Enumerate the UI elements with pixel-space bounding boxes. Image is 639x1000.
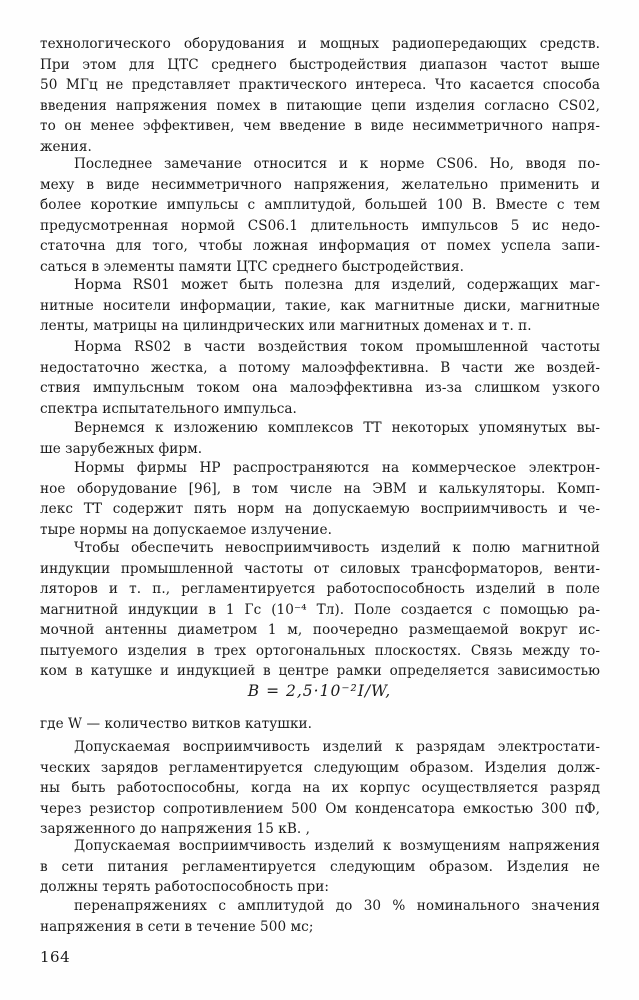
text-line: нитные носители информации, такие, как магнитные диски, магнитные bbox=[40, 297, 600, 314]
text-line: должны терять работоспособность при: bbox=[40, 879, 330, 895]
text-line: магнитной индукции в 1 Гс (10⁻⁴ Тл). Поле создается с помощью ра- bbox=[40, 601, 600, 618]
text-line: Чтобы обеспечить невосприимчивость изделий к полю магнитной bbox=[74, 540, 600, 556]
formula-note: где W — количество витков катушки. bbox=[40, 716, 312, 732]
text-line: Норма RS01 может быть полезна для изделий, содержащих маг- bbox=[74, 277, 600, 293]
text-line: недостаточно жестка, а потому малоэффективна. В части же воздей- bbox=[40, 359, 600, 376]
paragraph-1 bbox=[40, 34, 600, 157]
formula-note-block bbox=[40, 714, 600, 735]
text-line: тыре нормы на допускаемое излучение. bbox=[40, 521, 332, 538]
text-line: напряжения в сети в течение 500 мс; bbox=[40, 918, 314, 935]
text-line: перенапряжениях с амплитудой до 30 % номинального значения bbox=[74, 898, 600, 914]
text-line: жения. bbox=[40, 138, 92, 155]
text-line: спектра испытательного импульса. bbox=[40, 400, 297, 417]
text-line: пытуемого изделия в трех ортогональных плоскостях. Связь между то- bbox=[40, 642, 600, 659]
paragraph-7 bbox=[40, 538, 600, 682]
text-line: предусмотренная нормой CS06.1 длительность импульсов 5 ис недо- bbox=[40, 217, 600, 234]
text-line: меху в виде несимметричного напряжения, желательно применить и bbox=[40, 176, 600, 193]
paragraph-2 bbox=[40, 154, 600, 277]
text-line: ное оборудование [96], в том числе на ЭВМ и калькуляторы. Комп- bbox=[40, 480, 600, 497]
text-line: ческих зарядов регламентируется следующим образом. Изделия долж- bbox=[40, 759, 600, 776]
page-number: 164 bbox=[40, 948, 71, 966]
text-line: 50 МГц не представляет практического интереса. Что касается способа bbox=[40, 77, 600, 93]
paragraph-4 bbox=[40, 337, 600, 419]
paragraph-6 bbox=[40, 458, 600, 540]
text-line: то он менее эффективен, чем введение в виде несимметричного напря- bbox=[40, 118, 600, 134]
text-line: более короткие импульсы с амплитудой, большей 100 В. Вместе с тем bbox=[40, 197, 600, 213]
text-line: саться в элементы памяти ЦТС среднего быстродействия. bbox=[40, 258, 464, 275]
text-line: лекс ТТ содержит пять норм на допускаемую восприимчивость и че- bbox=[40, 501, 600, 517]
text-line: в сети питания регламентируется следующим образом. Изделия не bbox=[40, 858, 600, 875]
paragraph-3 bbox=[40, 275, 600, 337]
text-line: ленты, матрицы на цилиндрических или магнитных доменах и т. п. bbox=[40, 318, 532, 334]
formula: B = 2,5·10⁻²I/W, bbox=[247, 682, 392, 700]
text-line: Нормы фирмы НР распространяются на коммерческое электрон- bbox=[74, 460, 600, 476]
text-line: индукции промышленной частоты от силовых трансформаторов, венти- bbox=[40, 560, 600, 577]
text-line: Последнее замечание относится и к норме CS06. Но, вводя по- bbox=[74, 156, 600, 172]
text-line: Допускаемая восприимчивость изделий к разрядам электростати- bbox=[74, 739, 600, 755]
text-line: введения напряжения помех в питающие цепи изделия согласно CS02, bbox=[40, 97, 600, 114]
paragraph-10 bbox=[40, 896, 600, 937]
text-line: ком в катушке и индукцией в центре рамки определяется зависимостью bbox=[40, 663, 600, 679]
text-line: технологического оборудования и мощных радиопередающих средств. bbox=[40, 36, 600, 52]
text-line: Допускаемая восприимчивость изделий к возмущениям напряжения bbox=[74, 838, 600, 854]
paragraph-8 bbox=[40, 737, 600, 840]
text-line: Вернемся к изложению комплексов ТТ некоторых упомянутых вы- bbox=[74, 420, 600, 436]
text-line: При этом для ЦТС среднего быстродействия диапазон частот выше bbox=[40, 56, 600, 73]
text-line: ствия импульсным током она малоэффективна из-за слишком узкого bbox=[40, 380, 600, 396]
text-line: статочна для того, чтобы ложная информация от помех успела запи- bbox=[40, 238, 600, 254]
text-line: мочной антенны диаметром 1 м, поочередно размещаемой вокруг ис- bbox=[40, 622, 600, 638]
text-line: через резистор сопротивлением 500 Ом конденсатора емкостью 300 пФ, bbox=[40, 800, 600, 817]
paragraph-9 bbox=[40, 836, 600, 898]
text-line: Норма RS02 в части воздействия током промышленной частоты bbox=[74, 339, 600, 355]
text-line: заряженного до напряжения 15 кВ. , bbox=[40, 821, 310, 837]
text-line: ны быть работоспособны, когда на их корпус осуществляется разряд bbox=[40, 780, 600, 796]
text-line: ляторов и т. п., регламентируется работоспособность изделий в поле bbox=[40, 581, 600, 597]
paragraph-5 bbox=[40, 418, 600, 459]
text-line: ше зарубежных фирм. bbox=[40, 440, 203, 457]
